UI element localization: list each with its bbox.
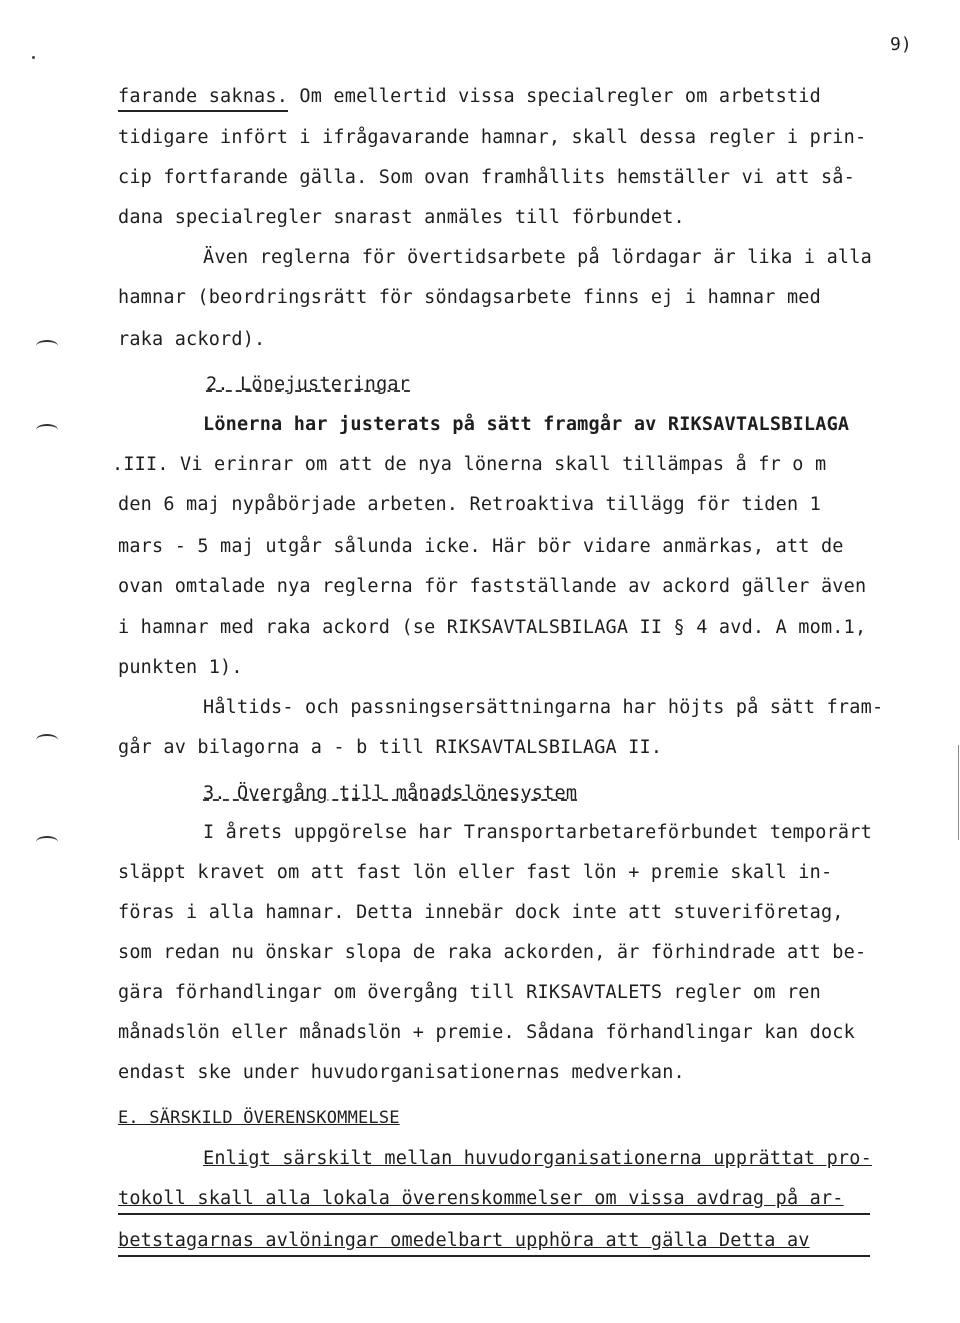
text-line: punkten 1). bbox=[118, 657, 243, 678]
section-heading-3: 3. Övergång till månadslönesystem bbox=[203, 783, 578, 804]
text-line: Lönerna har justerats på sätt framgår av RIKSAVTALSBILAGA bbox=[203, 414, 850, 435]
text-line: föras i alla hamnar. Detta innebär dock inte att stuveriföretag, bbox=[118, 902, 844, 923]
margin-mark bbox=[36, 424, 58, 436]
text-line: Även reglerna för övertidsarbete på lördagar är lika i alla bbox=[203, 247, 872, 268]
margin-dot bbox=[32, 56, 35, 59]
text-line: tidigare infört i ifrågavarande hamnar, skall dessa regler i prin- bbox=[118, 127, 867, 148]
text-line: gära förhandlingar om övergång till RIKSAVTALETS regler om ren bbox=[118, 982, 821, 1003]
text-line: går av bilagorna a - b till RIKSAVTALSBILAGA II. bbox=[118, 737, 663, 758]
text-line: raka ackord). bbox=[118, 329, 266, 350]
section-heading-e: E. SÄRSKILD ÖVERENSKOMMELSE bbox=[118, 1108, 400, 1128]
margin-mark bbox=[36, 836, 58, 848]
margin-mark bbox=[36, 734, 58, 746]
text-line: släppt kravet om att fast lön eller fast lön + premie skall in- bbox=[118, 862, 833, 883]
underline-rule bbox=[118, 110, 288, 112]
text-line: ovan omtalade nya reglerna för fastställande av ackord gäller även bbox=[118, 576, 867, 597]
text-line: tokoll skall alla lokala överenskommelser om vissa avdrag på ar- bbox=[118, 1188, 844, 1209]
text-line: farande saknas. Om emellertid vissa specialregler om arbetstid bbox=[118, 86, 821, 107]
text-line: månadslön eller månadslön + premie. Sådana förhandlingar kan dock bbox=[118, 1022, 855, 1043]
text-line: betstagarnas avlöningar omedelbart upphöra att gälla Detta av bbox=[118, 1230, 810, 1251]
margin-mark bbox=[36, 340, 58, 352]
page-number: 9) bbox=[890, 34, 912, 55]
text-line: dana specialregler snarast anmäles till förbundet. bbox=[118, 207, 685, 228]
underline-rule bbox=[118, 1255, 870, 1257]
text-line: mars - 5 maj utgår sålunda icke. Här bör vidare anmärkas, att de bbox=[118, 536, 844, 557]
text-line: Håltids- och passningsersättningarna har höjts på sätt fram- bbox=[203, 697, 884, 718]
text-line: som redan nu önskar slopa de raka ackorden, är förhindrade att be- bbox=[118, 942, 867, 963]
right-edge-line bbox=[958, 745, 959, 840]
section-heading-2: 2. Lönejusteringar bbox=[206, 374, 411, 395]
text-line: i hamnar med raka ackord (se RIKSAVTALSBILAGA II § 4 avd. A mom.1, bbox=[118, 617, 867, 638]
text-line: Enligt särskilt mellan huvudorganisationerna upprättat pro- bbox=[203, 1148, 872, 1169]
text-line: hamnar (beordringsrätt för söndagsarbete finns ej i hamnar med bbox=[118, 287, 821, 308]
underline-rule bbox=[118, 1213, 870, 1215]
text-line: endast ske under huvudorganisationernas medverkan. bbox=[118, 1062, 685, 1083]
text-line: .III. Vi erinrar om att de nya lönerna skall tillämpas å fr o m bbox=[112, 454, 827, 475]
text-line: cip fortfarande gälla. Som ovan framhållits hemställer vi att så- bbox=[118, 167, 855, 188]
text-line: I årets uppgörelse har Transportarbetareförbundet temporärt bbox=[203, 822, 872, 843]
text-line: den 6 maj nypåbörjade arbeten. Retroaktiva tillägg för tiden 1 bbox=[118, 494, 821, 515]
